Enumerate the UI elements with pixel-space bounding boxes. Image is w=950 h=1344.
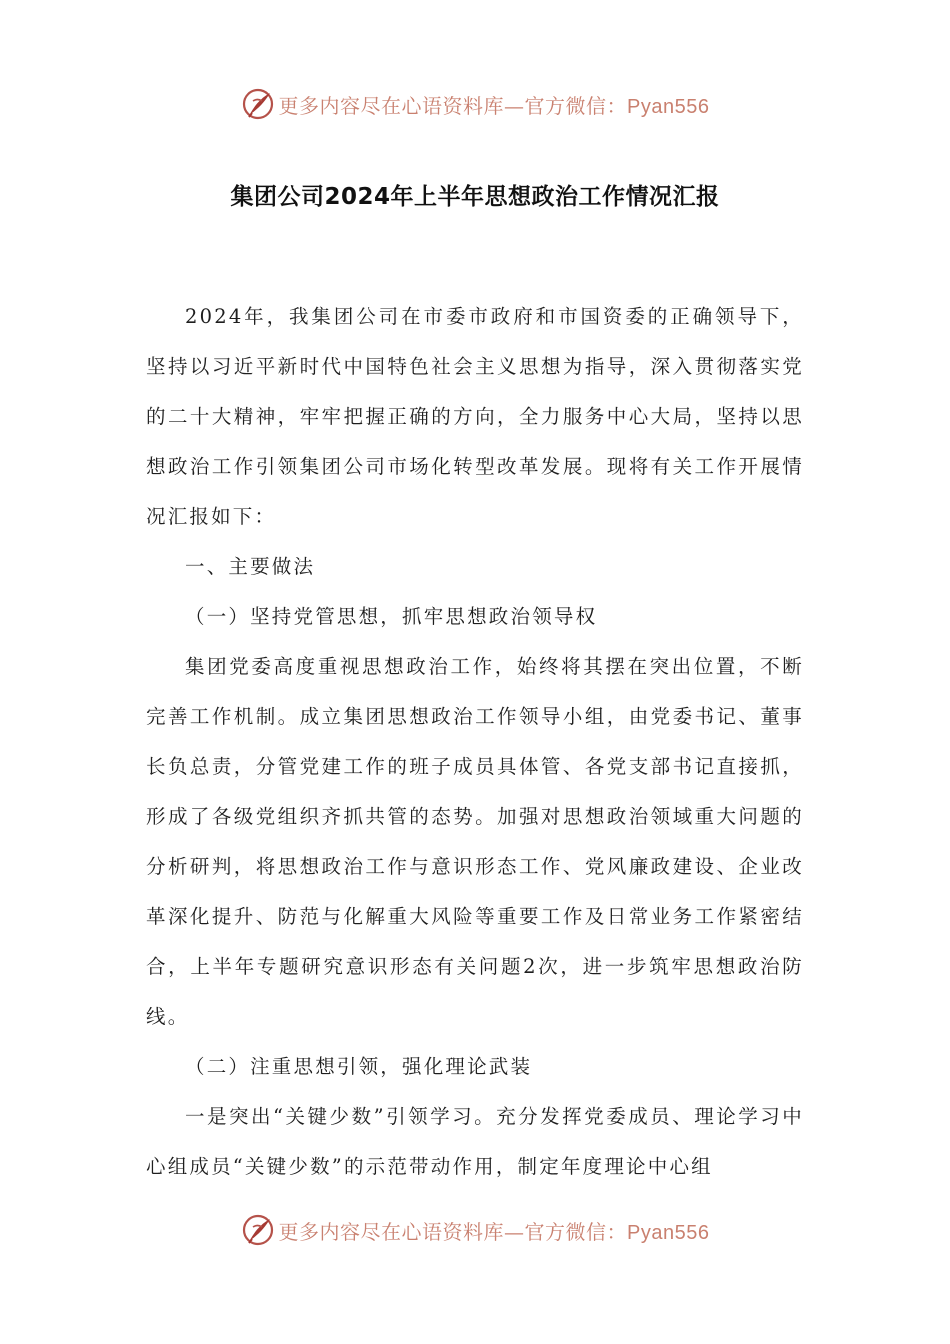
quill-logo-icon	[241, 1213, 275, 1247]
quill-logo-icon	[241, 87, 275, 121]
document-title: 集团公司2024年上半年思想政治工作情况汇报	[230, 184, 720, 210]
subsection-heading-1: （一）坚持党管思想，抓牢思想政治领导权	[185, 605, 598, 628]
watermark-wechat-id: Pyan556	[627, 1221, 710, 1244]
document-body	[146, 292, 804, 1192]
watermark-prefix: 更多内容尽在心语资料库—官方微信：	[278, 1219, 628, 1244]
intro-paragraph: 2024年，我集团公司在市委市政府和市国资委的正确领导下，坚持以习近平新时代中国特色社会主义思想为指导，深入贯彻落实党的二十大精神，牢牢把握正确的方向，全力服务中心大局，坚持以思想政治工作引领集团公司市场化转型改革发展。现将有关工作开展情况汇报如下：	[146, 305, 804, 528]
watermark-header	[0, 82, 950, 126]
watermark-text	[279, 90, 710, 119]
section-heading-main-practices: 一、主要做法	[185, 555, 316, 578]
watermark-footer	[0, 1208, 950, 1252]
body-paragraph-2: 一是突出“关键少数”引领学习。充分发挥党委成员、理论学习中心组成员“关键少数”的示范带动作用，制定年度理论中心组	[146, 1105, 804, 1178]
watermark-text	[279, 1216, 710, 1245]
body-paragraph-1: 集团党委高度重视思想政治工作，始终将其摆在突出位置，不断完善工作机制。成立集团思想政治工作领导小组，由党委书记、董事长负总责，分管党建工作的班子成员具体管、各党支部书记直接抓，形成了各级党组织齐抓共管的态势。加强对思想政治领域重大问题的分析研判，将思想政治工作与意识形态工作、党风廉政建设、企业改革深化提升、防范与化解重大风险等重要工作及日常业务工作紧密结合，上半年专题研究意识形态有关问题2次，进一步筑牢思想政治防线。	[146, 655, 804, 1028]
watermark-wechat-id: Pyan556	[627, 95, 710, 118]
watermark-prefix: 更多内容尽在心语资料库—官方微信：	[278, 93, 628, 118]
subsection-heading-2: （二）注重思想引领，强化理论武装	[185, 1055, 533, 1078]
